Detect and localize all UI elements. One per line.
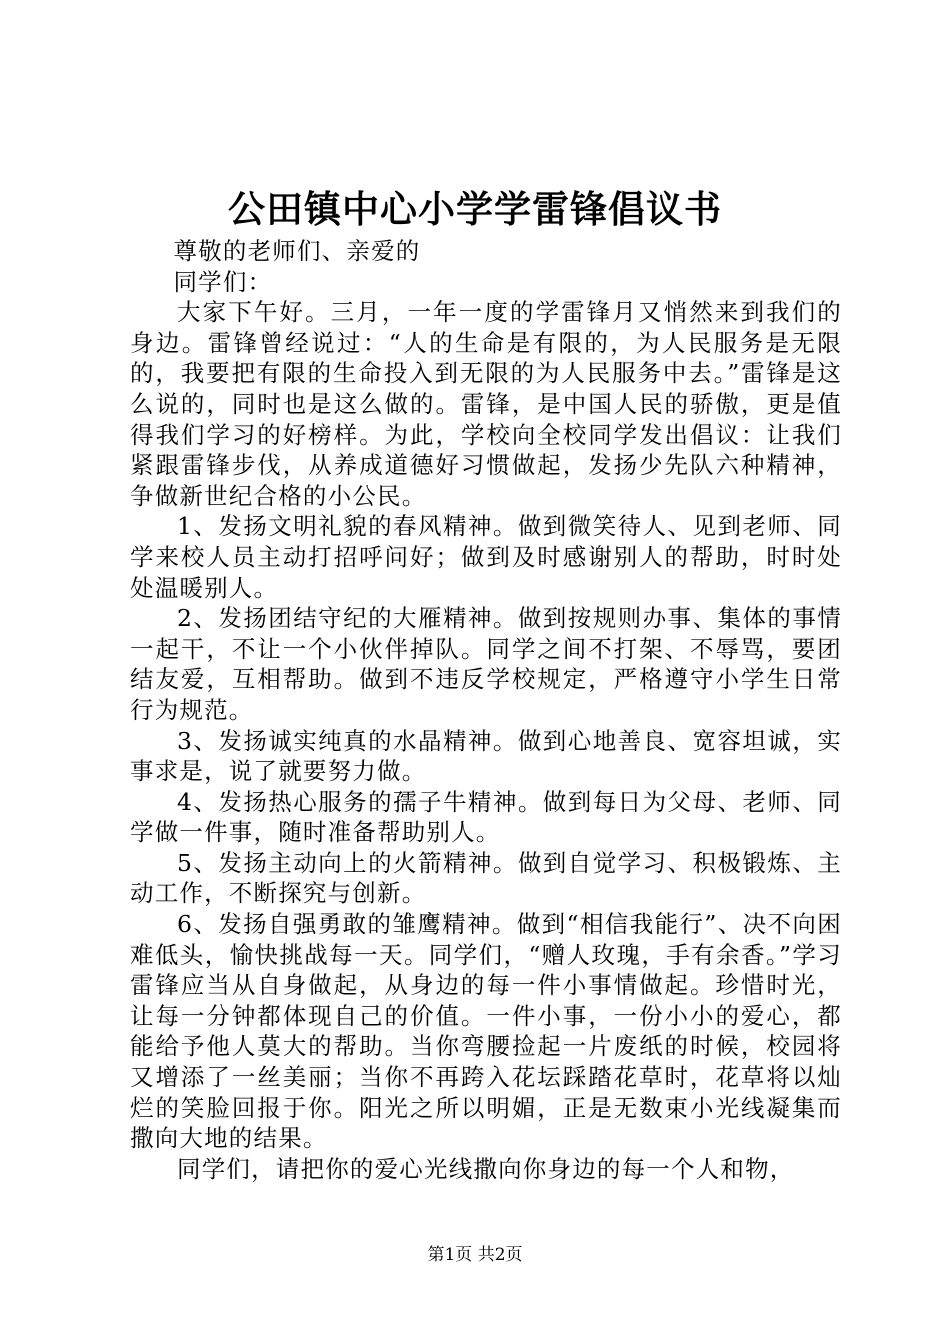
page-number: 第1页 共2页: [427, 1245, 523, 1265]
salutation-line-2: 同学们：: [173, 267, 273, 296]
paragraph-item-5: 5、发扬主动向上的火箭精神。做到自觉学习、积极锻炼、主动工作，不断探究与创新。: [130, 848, 842, 908]
document-body: [130, 236, 842, 1184]
paragraph-item-6: 6、发扬自强勇敢的雏鹰精神。做到“相信我能行”、决不向困难低头，愉快挑战每一天。同学们，“赠人玫瑰，手有余香。”学习雷锋应当从自身做起，从身边的每一件小事情做起。珍惜时光，让每一分钟都体现自己的价值。一件小事，一份小小的爱心，都能给予他人莫大的帮助。当你弯腰捡起一片废纸的时候，校园将又增添了一丝美丽；当你不再跨入花坛踩踏花草时，花草将以灿烂的笑脸回报于你。阳光之所以明媚，正是无数束小光线凝集而撒向大地的结果。: [130, 910, 842, 1153]
salutation-line-1: 尊敬的老师们、亲爱的: [173, 237, 421, 265]
paragraph-item-3: 3、发扬诚实纯真的水晶精神。做到心地善良、宽容坦诚，实事求是，说了就要努力做。: [130, 726, 842, 786]
paragraph-intro: 大家下午好。三月，一年一度的学雷锋月又悄然来到我们的身边。雷锋曾经说过：“人的生命是有限的，为人民服务是无限的，我要把有限的生命投入到无限的为人民服务中去。”雷锋是这么说的，同时也是这么做的。雷锋，是中国人民的骄傲，更是值得我们学习的好榜样。为此，学校向全校同学发出倡议：让我们紧跟雷锋步伐，从养成道德好习惯做起，发扬少先队六种精神，争做新世纪合格的小公民。: [130, 298, 842, 510]
paragraph-item-2: 2、发扬团结守纪的大雁精神。做到按规则办事、集体的事情一起干，不让一个小伙伴掉队。同学之间不打架、不辱骂，要团结友爱，互相帮助。做到不违反学校规定，严格遵守小学生日常行为规范。: [130, 604, 842, 724]
document-title: 公田镇中心小学学雷锋倡议书: [228, 187, 722, 231]
paragraph-item-4: 4、发扬热心服务的孺子牛精神。做到每日为父母、老师、同学做一件事，随时准备帮助别人。: [130, 787, 842, 847]
paragraph-item-1: 1、发扬文明礼貌的春风精神。做到微笑待人、见到老师、同学来校人员主动打招呼问好；做到及时感谢别人的帮助，时时处处温暖别人。: [130, 512, 842, 602]
paragraph-closing: 同学们，请把你的爱心光线撒向你身边的每一个人和物，: [177, 1154, 795, 1183]
